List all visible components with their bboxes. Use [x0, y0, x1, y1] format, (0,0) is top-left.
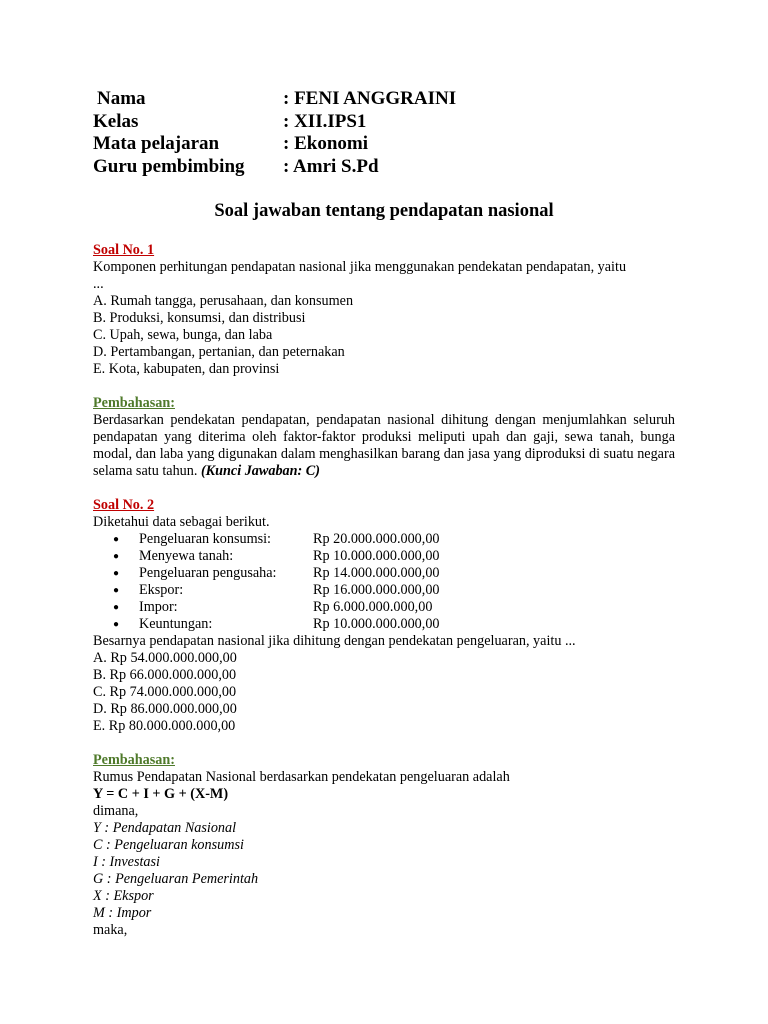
soal-2-option: A. Rp 54.000.000.000,00: [93, 650, 237, 666]
data-amount: Rp 6.000.000.000,00: [313, 599, 433, 615]
info-row-mapel: [93, 133, 456, 156]
mapel-label: Mata pelajaran: [93, 133, 220, 155]
rumus-intro: Rumus Pendapatan Nasional berdasarkan pendekatan pengeluaran adalah: [93, 769, 510, 785]
data-label: Keuntungan:: [139, 616, 213, 632]
data-amount: Rp 14.000.000.000,00: [313, 565, 440, 581]
mapel-value: : Ekonomi: [283, 133, 368, 155]
data-label: Pengeluaran pengusaha:: [139, 565, 277, 581]
definition-item: C : Pengeluaran konsumsi: [93, 837, 244, 853]
student-info: [93, 88, 456, 178]
soal-2-option: C. Rp 74.000.000.000,00: [93, 684, 237, 700]
bullet-icon: ●: [113, 619, 120, 630]
pembahasan-paragraph: Berdasarkan pendekatan pendapatan, pendapatan nasional dihitung dengan menjumlahkan seluruh pendapatan yang diterima oleh faktor-faktor produksi meliputi upah dan gaji, sewa tanah, bunga modal, dan laba yang digunakan dalam menghasilkan barang dan jasa yang diproduksi di suatu negara selama satu tahun.: [93, 412, 675, 479]
soal-1-question-cont: ...: [93, 276, 104, 292]
formula: Y = C + I + G + (X-M): [93, 786, 229, 802]
data-amount: Rp 20.000.000.000,00: [313, 531, 440, 547]
soal-1-option: B. Produksi, konsumsi, dan distribusi: [93, 310, 306, 326]
guru-label: Guru pembimbing: [93, 155, 245, 177]
soal-1-question: Komponen perhitungan pendapatan nasional jika menggunakan pendekatan pendapatan, yaitu: [93, 259, 627, 275]
soal-1-option: C. Upah, sewa, bunga, dan laba: [93, 327, 273, 343]
soal-2-heading: Soal No. 2: [93, 497, 155, 513]
kelas-label: Kelas: [93, 110, 139, 132]
data-label: Menyewa tanah:: [139, 548, 234, 564]
data-item: [93, 531, 675, 548]
guru-value: : Amri S.Pd: [283, 155, 379, 177]
nama-label: Nama: [97, 88, 146, 110]
data-item: [93, 548, 675, 565]
data-item: [93, 599, 675, 616]
definition-item: I : Investasi: [93, 854, 160, 870]
data-item: [93, 582, 675, 599]
data-item: [93, 565, 675, 582]
data-label: Impor:: [139, 599, 178, 615]
bullet-icon: ●: [113, 551, 120, 562]
soal-2-intro: Diketahui data sebagai berikut.: [93, 514, 270, 530]
data-label: Pengeluaran konsumsi:: [139, 531, 272, 547]
soal-1-heading: Soal No. 1: [93, 242, 155, 258]
kelas-value: : XII.IPS1: [283, 110, 367, 132]
soal-1-pembahasan-heading: Pembahasan:: [93, 395, 175, 411]
bullet-icon: ●: [113, 534, 120, 545]
maka: maka,: [93, 922, 128, 938]
bullet-icon: ●: [113, 568, 120, 579]
data-amount: Rp 10.000.000.000,00: [313, 548, 440, 564]
soal-1-option: D. Pertambangan, pertanian, dan peternakan: [93, 344, 345, 360]
definition-item: M : Impor: [93, 905, 152, 921]
dimana: dimana,: [93, 803, 139, 819]
document-body: [93, 242, 675, 939]
soal-1-option: E. Kota, kabupaten, dan provinsi: [93, 361, 280, 377]
definition-item: G : Pengeluaran Pemerintah: [93, 871, 259, 887]
definition-item: Y : Pendapatan Nasional: [93, 820, 237, 836]
data-item: [93, 616, 675, 633]
nama-value: : FENI ANGGRAINI: [283, 88, 457, 110]
info-row-guru: [93, 156, 456, 179]
soal-2-option: B. Rp 66.000.000.000,00: [93, 667, 237, 683]
soal-2-pembahasan-heading: Pembahasan:: [93, 752, 175, 768]
soal-2-question: Besarnya pendapatan nasional jika dihitung dengan pendekatan pengeluaran, yaitu ...: [93, 633, 576, 649]
soal-1-option: A. Rumah tangga, perusahaan, dan konsumen: [93, 293, 354, 309]
bullet-icon: ●: [113, 585, 120, 596]
info-row-kelas: [93, 111, 456, 134]
document-title: Soal jawaban tentang pendapatan nasional: [214, 201, 554, 221]
definition-item: X : Ekspor: [93, 888, 154, 904]
soal-2-option: E. Rp 80.000.000.000,00: [93, 718, 236, 734]
soal-2-option: D. Rp 86.000.000.000,00: [93, 701, 237, 717]
data-amount: Rp 10.000.000.000,00: [313, 616, 440, 632]
data-label: Ekspor:: [139, 582, 184, 598]
kunci-jawaban: (Kunci Jawaban: C): [200, 463, 320, 479]
info-row-nama: [93, 88, 456, 111]
data-amount: Rp 16.000.000.000,00: [313, 582, 440, 598]
soal-1-pembahasan-text: [93, 412, 675, 480]
bullet-icon: ●: [113, 602, 120, 613]
